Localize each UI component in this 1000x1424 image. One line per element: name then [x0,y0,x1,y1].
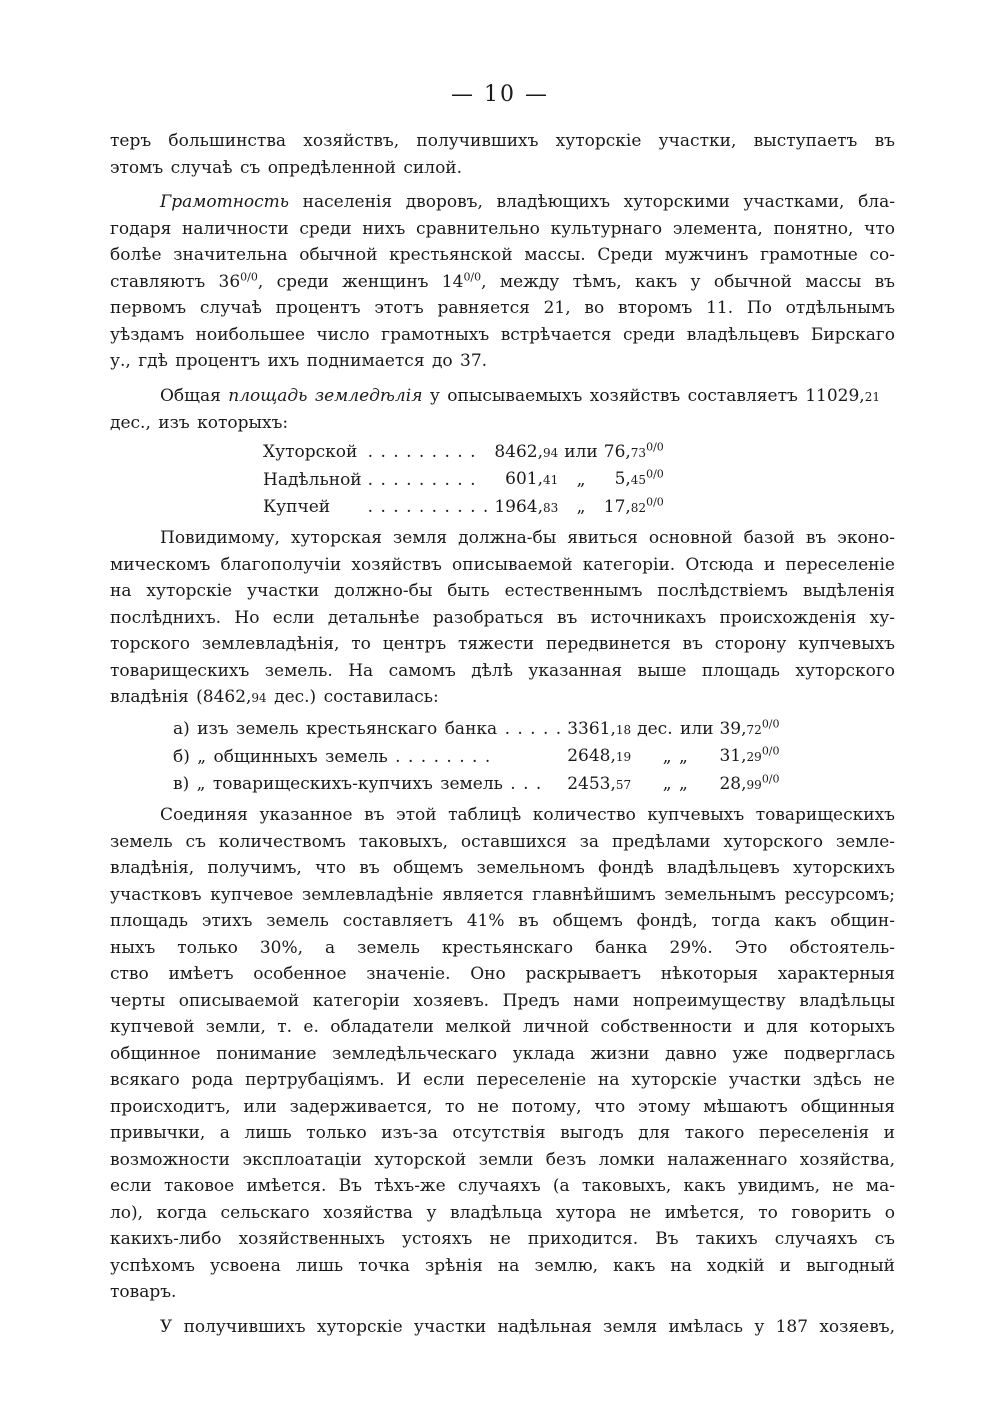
text-line: владѣнія, получимъ, что въ общемъ земельномъ фондѣ владѣльцевъ хуторскихъ [110,858,895,878]
text-line: годаря наличности среди нихъ сравнительно культурнаго элемента, понятно, что [110,218,895,239]
text-line: если таковое имѣется. Въ тѣхъ-же случаяхъ (а таковыхъ, какъ увидимъ, не ма- [110,1176,895,1196]
farm-origin-table [170,716,783,799]
paragraph-origin [110,525,895,712]
text-line: болѣе значительна обычной крестьянской массы. Среди мужчинъ грамотные со- [110,245,895,265]
land-area-table [260,439,667,522]
text-line: Общая площадь земледѣлія у опысываемыхъ хозяйствъ составляетъ 11029,21 [160,385,880,406]
text-line: ныхъ только 30%, а земель крестьянскаго банка 29%. Это обстоятель- [110,937,895,958]
table-row: в) „ товарищескихъ-купчихъ земель . . . 2453,57 „ „ $28,99^{0/0}$ [173,771,780,794]
text-line: площадь этихъ земель составляетъ 41% въ общемъ фондѣ, тогда какъ общин- [110,911,895,931]
text-line: привычки, а лишь только изъ-за отсутствія выгодъ для такого переселенія и [110,1123,895,1143]
text-line: ставляютъ $36^{0/0}$, среди женщинъ $14^{0/0}$, между тѣмъ, какъ у обычной массы въ [110,269,895,292]
paragraph-intro [110,128,895,181]
text-line: торского землевладѣнія, то центръ тяжести передвинется въ сторону купчевыхъ [110,634,895,654]
table-row: а) изъ земель крестьянскаго банка . . . . . 3361,18 дес. или $39,72^{0/0}$ [173,716,780,739]
page-number: — 10 — [451,82,549,107]
text-line: у., гдѣ процентъ ихъ поднимается до 37. [110,351,488,371]
text-line: общинное понимание земледѣльческаго уклада жизни давно уже подверглась [110,1043,895,1064]
text-line: послѣднихъ. Но если детальнѣе разобраться въ источникахъ происхожденія ху- [110,607,895,628]
italic-term: Грамотность [160,192,290,212]
text-line: ло), когда сельскаго хозяйства у владѣльца хутора не имѣется, то говорить о [110,1202,895,1223]
text-line: товаръ. [110,1282,177,1302]
text-line: успѣхомъ усвоена лишь точка зрѣнія на землю, какъ на ходкій и выгодный [110,1255,895,1276]
text-line: теръ большинства хозяйствъ, получившихъ хуторскіе участки, выступаетъ въ [110,131,895,151]
text-line: Соединяя указанное въ этой таблицѣ количество купчевыхъ товарищескихъ [160,805,895,825]
paragraph-area [110,383,895,437]
text-line: происходитъ, или задерживается, то не потому, что этому мѣшаютъ общинныя [110,1096,895,1117]
text-line: земель съ количествомъ таковыхъ, оставшихся за предѣлами хуторского земле- [110,831,895,852]
text-line: всякаго рода пертрубаціямъ. И если переселеніе на хуторскіе участки здѣсь не [110,1070,895,1090]
text-line: первомъ случаѣ процентъ этотъ равняется 21, во второмъ 11. По отдѣльнымъ [110,298,895,318]
table-row: Купчей . . . . . . . . . . 1964,83 „ $17,82^{0/0}$ [263,494,664,517]
paragraph-literacy [110,189,895,375]
body-text [110,128,895,1340]
text-line: дес., изъ которыхъ: [110,413,289,433]
paragraph-merchant-land [110,802,895,1306]
text-line: мическомъ благополучіи хозяйствъ описываемой категоріи. Отсюда и переселеніе [110,554,895,575]
text-line: возможности эксплоатаціи хуторской земли безъ ломки налаженнаго хозяйства, [110,1149,895,1170]
text-line: какихъ-либо хозяйственныхъ устояхъ не приходится. Въ такихъ случаяхъ съ [110,1229,895,1249]
text-line: участковъ купчевое землевладѣніе является главнѣйшимъ земельнымъ рессурсомъ; [110,884,895,905]
text-line: ство имѣетъ особенное значеніе. Оно раскрываетъ нѣкоторыя характерныя [110,964,895,984]
text-line: товарищескихъ земель. На самомъ дѣлѣ указанная выше площадь хуторского [110,660,895,681]
text-line: владѣнія (8462,94 дес.) составилась: [110,687,439,707]
text-line: Повидимому, хуторская земля должна-бы явиться основной базой въ эконо- [160,528,895,548]
text-line: Грамотность населенія дворовъ, владѣющихъ хуторскими участками, бла- [160,192,895,212]
text-line: этомъ случаѣ съ опредѣленной силой. [110,157,463,178]
table-row: Хуторской . . . . . . . . . 8462,94 или $76,73^{0/0}$ [263,439,664,462]
text-line: уѣздамъ нoибольшее число грамотныхъ встрѣчается среди владѣльцевъ Бирскаго [110,324,895,345]
text-line: черты описываемой категоріи хозяевъ. Предъ нами нопреимуществу владѣльцы [110,990,895,1011]
italic-term: площадь земледѣлія [228,385,423,406]
table-row: б) „ общинныхъ земель . . . . . . . . 2648,19 „ „ $31,29^{0/0}$ [173,744,780,767]
text-line: У получившихъ хуторскіе участки надѣльная земля имѣлась у 187 хозяевъ, [160,1316,895,1337]
text-line: купчевой земли, т. е. обладатели мелкой личной собственности и для которыхъ [110,1017,895,1037]
text-line: на хуторскіе участки должно-бы быть естественнымъ послѣдствіемъ выдѣленія [110,581,895,601]
paragraph-allotment [110,1314,895,1341]
table-row: Надѣльной . . . . . . . . . 601,41 „ $5,45^{0/0}$ [263,467,664,490]
